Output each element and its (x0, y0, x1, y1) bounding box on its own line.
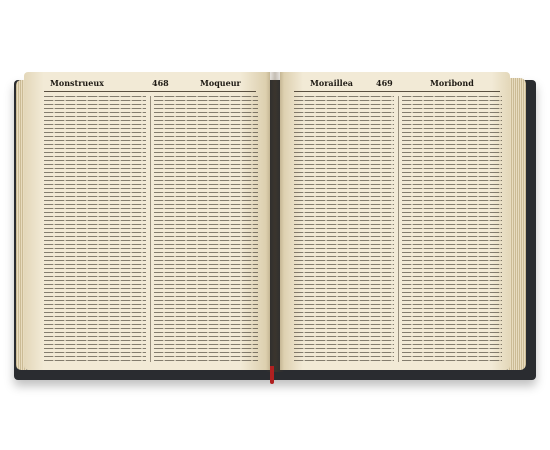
bookmark-ribbon (270, 366, 274, 384)
right-page-header-word-last: Moribond (430, 78, 474, 88)
left-page-column-2 (154, 96, 258, 362)
left-page-column-1 (44, 96, 146, 362)
right-page-column-1 (294, 96, 394, 362)
left-page-header-word-first: Monstrueux (50, 78, 104, 88)
left-page-column-divider (150, 96, 151, 362)
right-page-header-word-first: Moraillea (310, 78, 353, 88)
right-page-column-divider (398, 96, 399, 362)
left-page-number: 468 (152, 78, 169, 88)
right-page (280, 72, 510, 370)
spine-gutter (266, 72, 284, 372)
left-page (24, 72, 270, 370)
left-page-header-word-last: Moqueur (200, 78, 241, 88)
right-page-edges (508, 78, 526, 370)
right-page-column-2 (402, 96, 502, 362)
left-page-header-rule (44, 91, 256, 92)
right-page-number: 469 (376, 78, 393, 88)
right-page-header-rule (294, 91, 500, 92)
